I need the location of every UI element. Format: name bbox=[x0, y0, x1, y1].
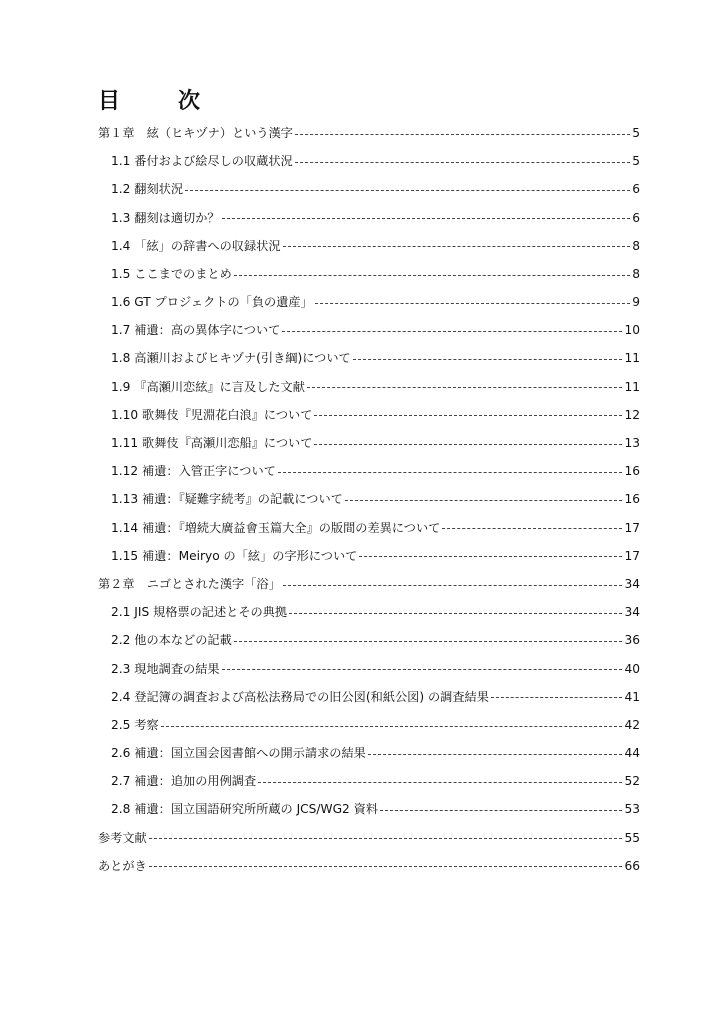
toc-section-entry bbox=[0, 457, 724, 485]
toc-section-entry bbox=[0, 739, 724, 767]
toc-section-entry bbox=[0, 175, 724, 203]
toc-page-number: 17 bbox=[624, 520, 640, 535]
toc-section-entry bbox=[0, 401, 724, 429]
toc-section-entry bbox=[0, 796, 724, 824]
toc-leader-line bbox=[222, 218, 631, 219]
toc-leader-line bbox=[149, 838, 623, 839]
toc-entry-title: 1.15 補遺：Meiryo の「絃」の字形について bbox=[111, 548, 358, 563]
toc-entry-title: 第１章 絃（ヒキヅナ）という漢字 bbox=[98, 125, 293, 140]
toc-leader-line bbox=[234, 641, 623, 642]
toc-page-number: 40 bbox=[624, 661, 640, 676]
toc-page-number: 53 bbox=[624, 802, 640, 817]
toc-page-number: 6 bbox=[632, 210, 640, 225]
toc-page-number: 34 bbox=[624, 576, 640, 591]
toc-chapter-entry bbox=[0, 824, 724, 852]
toc-leader-line bbox=[258, 782, 622, 783]
toc-page-number: 55 bbox=[624, 830, 640, 845]
toc-leader-line bbox=[234, 275, 630, 276]
toc-leader-line bbox=[359, 556, 622, 557]
toc-entry-title: 2.1 JIS 規格票の記述とその典拠 bbox=[111, 605, 288, 620]
toc-leader-line bbox=[149, 866, 623, 867]
toc-entry-title: 1.12 補遺：入管正字について bbox=[111, 464, 276, 479]
toc-section-entry bbox=[0, 683, 724, 711]
toc-entry-title: 2.2 他の本などの記載 bbox=[111, 633, 232, 648]
toc-entry-title: 1.11 歌舞伎『高瀬川恋船』について bbox=[111, 436, 313, 451]
toc-section-entry bbox=[0, 485, 724, 513]
toc-chapter-entry bbox=[0, 119, 724, 147]
toc-entry-title: 2.4 登記簿の調査および高松法務局での旧公図(和紙公図) の調査結果 bbox=[111, 689, 489, 704]
toc-page-number: 34 bbox=[624, 605, 640, 620]
toc-page-number: 17 bbox=[624, 548, 640, 563]
toc-section-entry bbox=[0, 598, 724, 626]
toc-section-entry bbox=[0, 345, 724, 373]
toc-page-number: 16 bbox=[624, 464, 640, 479]
toc-leader-line bbox=[282, 331, 622, 332]
toc-leader-line bbox=[222, 669, 623, 670]
toc-section-entry bbox=[0, 288, 724, 316]
toc-section-entry bbox=[0, 626, 724, 654]
toc-section-entry bbox=[0, 260, 724, 288]
toc-page-number: 13 bbox=[624, 436, 640, 451]
toc-leader-line bbox=[353, 359, 623, 360]
toc-leader-line bbox=[307, 387, 623, 388]
toc-title: 目 次 bbox=[98, 89, 219, 114]
toc-page-number: 10 bbox=[624, 323, 640, 338]
toc-leader-line bbox=[295, 134, 630, 135]
toc-entry-title: 1.13 補遺：『疑難字続考』の記載について bbox=[111, 492, 343, 507]
toc-leader-line bbox=[295, 162, 631, 163]
toc-page-number: 41 bbox=[624, 689, 640, 704]
toc-leader-line bbox=[314, 415, 622, 416]
toc-chapter-entry bbox=[0, 852, 724, 880]
toc-page-number: 36 bbox=[624, 633, 640, 648]
toc-entry-title: 2.3 現地調査の結果 bbox=[111, 661, 220, 676]
toc-page-number: 8 bbox=[632, 266, 640, 281]
toc-list bbox=[0, 119, 724, 880]
toc-entry-title: 1.9 『高瀬川恋絃』に言及した文献 bbox=[111, 379, 305, 394]
toc-entry-title: 1.8 高瀬川およびヒキヅナ(引き綱)について bbox=[111, 351, 351, 366]
toc-section-entry bbox=[0, 542, 724, 570]
toc-leader-line bbox=[278, 472, 623, 473]
toc-entry-title: 2.5 考察 bbox=[111, 717, 159, 732]
toc-section-entry bbox=[0, 429, 724, 457]
toc-page-number: 9 bbox=[632, 295, 640, 310]
toc-chapter-entry bbox=[0, 570, 724, 598]
toc-page-number: 5 bbox=[632, 154, 640, 169]
toc-leader-line bbox=[442, 528, 622, 529]
toc-entry-title: 1.1 番付および絵尽しの収蔵状況 bbox=[111, 154, 293, 169]
toc-leader-line bbox=[380, 810, 622, 811]
toc-page-number: 8 bbox=[632, 238, 640, 253]
toc-page-number: 12 bbox=[624, 407, 640, 422]
toc-section-entry bbox=[0, 655, 724, 683]
toc-page-number: 66 bbox=[624, 858, 640, 873]
toc-entry-title: 1.10 歌舞伎『児淵花白浪』について bbox=[111, 407, 313, 422]
toc-page-number: 52 bbox=[624, 774, 640, 789]
toc-section-entry bbox=[0, 316, 724, 344]
toc-leader-line bbox=[283, 246, 631, 247]
toc-page-number: 44 bbox=[624, 746, 640, 761]
toc-leader-line bbox=[315, 303, 630, 304]
toc-section-entry bbox=[0, 147, 724, 175]
toc-entry-title: 1.4 「絃」の辞書への収録状況 bbox=[111, 238, 281, 253]
toc-section-entry bbox=[0, 514, 724, 542]
toc-entry-title: 参考文献 bbox=[98, 830, 147, 845]
toc-section-entry bbox=[0, 711, 724, 739]
toc-page-number: 6 bbox=[632, 182, 640, 197]
toc-entry-title: 第２章 ニゴとされた漢字「浴」 bbox=[98, 576, 281, 591]
toc-leader-line bbox=[161, 726, 623, 727]
toc-leader-line bbox=[368, 754, 623, 755]
toc-page-number: 5 bbox=[632, 125, 640, 140]
toc-entry-title: 2.7 補遺：追加の用例調査 bbox=[111, 774, 257, 789]
toc-leader-line bbox=[283, 585, 623, 586]
toc-leader-line bbox=[491, 697, 623, 698]
toc-entry-title: 1.3 翻刻は適切か？ bbox=[111, 210, 220, 225]
toc-entry-title: あとがき bbox=[98, 858, 147, 873]
toc-section-entry bbox=[0, 232, 724, 260]
toc-entry-title: 1.6 GT プロジェクトの「負の遺産」 bbox=[111, 295, 313, 310]
toc-entry-title: 1.5 ここまでのまとめ bbox=[111, 266, 232, 281]
toc-leader-line bbox=[185, 190, 630, 191]
toc-page-number: 16 bbox=[624, 492, 640, 507]
toc-entry-title: 1.7 補遺：高の異体字について bbox=[111, 323, 281, 338]
toc-section-entry bbox=[0, 204, 724, 232]
toc-section-entry bbox=[0, 373, 724, 401]
toc-leader-line bbox=[345, 500, 623, 501]
toc-section-entry bbox=[0, 767, 724, 795]
toc-leader-line bbox=[314, 444, 622, 445]
toc-page-number: 11 bbox=[624, 379, 640, 394]
toc-entry-title: 1.14 補遺：『増続大廣益會玉篇大全』の版間の差異について bbox=[111, 520, 441, 535]
toc-entry-title: 2.6 補遺：国立国会図書館への開示請求の結果 bbox=[111, 746, 366, 761]
toc-entry-title: 2.8 補遺：国立国語研究所所蔵の JCS/WG2 資料 bbox=[111, 802, 379, 817]
toc-page-number: 42 bbox=[624, 717, 640, 732]
toc-page-number: 11 bbox=[624, 351, 640, 366]
toc-leader-line bbox=[289, 613, 622, 614]
toc-entry-title: 1.2 翻刻状況 bbox=[111, 182, 184, 197]
